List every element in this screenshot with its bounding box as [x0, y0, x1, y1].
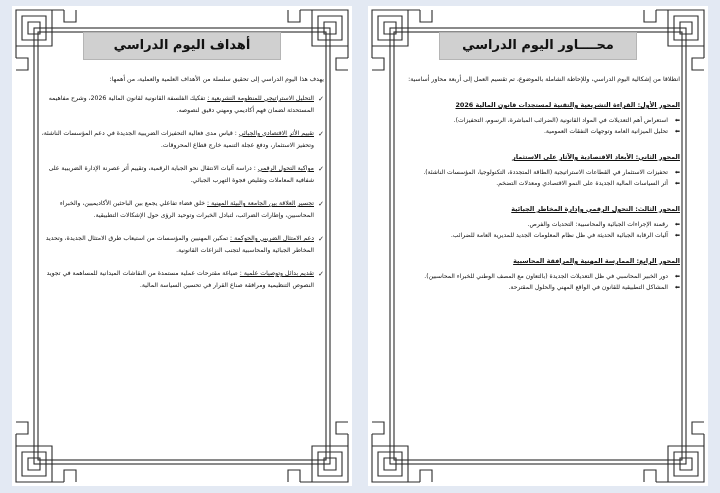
- list-item: ⬅ تحفيزات الاستثمار في القطاعات الاستراتيجية (الطاقة المتجددة، التكنولوجيا، المؤسسات الناشئة).: [423, 169, 680, 176]
- intro-text: يهدف هذا اليوم الدراسي إلى تحقيق سلسلة من الأهداف العلمية والعملية، من أهمها:: [109, 76, 324, 83]
- list-item: [40, 93, 324, 117]
- list-item: ⬅ استعراض أهم التعديلات في المواد القانونية (الضرائب المباشرة، الرسوم، التحفيزات).: [453, 117, 680, 124]
- checkmark-icon: ✓: [318, 235, 324, 243]
- list-item: ⬅ رقمنة الإجراءات الجبائية والمحاسبية: التحديات والفرص.: [527, 221, 680, 228]
- goal-heading: دعم الامتثال الضريبي والحوكمة :: [230, 235, 314, 242]
- goal-body: : دراسة آليات الانتقال نحو الجباية الرقمية، وتقييم أثر عصرنة الإدارة الضريبية على شفافية المعاملات وتقليص فجوة التهرب الجبائي.: [48, 165, 314, 184]
- axis-section: [396, 151, 680, 189]
- list-item: ⬅ آليات الرقابة الجبائية الحديثة في ظل نظام المعلومات الجديد للمديرية العامة للضرائب.: [450, 232, 680, 239]
- arrow-icon: ⬅: [674, 232, 680, 239]
- checkmark-icon: ✓: [318, 95, 324, 103]
- axis-title: المحور الثالث: التحول الرقمي وإدارة المخاطر الجبائية: [511, 205, 680, 213]
- goal-body: تفكيك الفلسفة القانونية لقانون المالية 2026، وشرح مفاهيمه المستحدثة لضمان فهم أكاديمي ومهني دقيق لنصوصه.: [48, 95, 314, 114]
- intro-text: انطلاقا من إشكالية اليوم الدراسي، وللإحاطة الشاملة بالموضوع، تم تقسيم العمل إلى أربعة محاور أساسية:: [408, 76, 680, 83]
- list-item: [40, 268, 324, 292]
- axis-section: [396, 99, 680, 137]
- axis-section: [396, 255, 680, 293]
- arrow-icon: ⬅: [674, 169, 680, 176]
- goal-body: : قياس مدى فعالية التحفيزات الضريبية الجديدة في دعم المؤسسات الناشئة، وتحفيز الاستثمار، ودفع عجلة التنمية خارج قطاع المحروقات.: [41, 130, 314, 149]
- checkmark-icon: ✓: [318, 130, 324, 138]
- goal-body: صياغة مقترحات عملية مستمدة من النقاشات الميدانية للمساهمة في تجويد النصوص التنظيمية ومرافقة صناع القرار في تحسين السياسة المالية.: [46, 270, 314, 289]
- goals-panel: [12, 6, 352, 486]
- goal-body: خلق فضاء تفاعلي يجمع بين الباحثين الأكاديميين، والخبراء المحاسبين، وإطارات الضرائب، لتبادل الخبرات وتوحيد الرؤى حول الإشكالات التطبيقية.: [59, 200, 314, 219]
- arrow-icon: ⬅: [674, 221, 680, 228]
- list-item: ⬅ أثر السياسات المالية الجديدة على النمو الاقتصادي ومعدلات التضخم.: [496, 180, 680, 187]
- axis-title: المحور الأول: القراءة التشريعية والتقنية لمستجدات قانون المالية 2026: [455, 101, 680, 109]
- checkmark-icon: ✓: [318, 165, 324, 173]
- checkmark-icon: ✓: [318, 200, 324, 208]
- list-item: ⬅ دور الخبير المحاسبي في ظل التعديلات الجديدة (بالتعاون مع المصف الوطني للخبراء المحاسبين).: [424, 273, 680, 280]
- page-title: محــــاور اليوم الدراسي: [439, 32, 637, 60]
- goal-heading: تقييم الأثر الاقتصادي والجبائي: [238, 130, 314, 137]
- list-item: [40, 128, 324, 152]
- arrow-icon: ⬅: [674, 273, 680, 280]
- list-item: [40, 233, 324, 257]
- axes-panel: [368, 6, 708, 486]
- arrow-icon: ⬅: [674, 284, 680, 291]
- list-item: [40, 163, 324, 187]
- arrow-icon: ⬅: [674, 128, 680, 135]
- axis-title: المحور الرابع: الممارسة المهنية والمرافقة المحاسبية: [513, 257, 680, 265]
- goals-list: [40, 93, 324, 292]
- goal-heading: تقديم بدائل وتوصيات علمية :: [239, 270, 314, 277]
- axis-title: المحور الثاني: الأبعاد الاقتصادية والآثار على الاستثمار: [512, 153, 680, 161]
- goal-body: تمكين المهنيين والمؤسسات من استيعاب طرق الامتثال الجديدة، وتحديد المخاطر الجبائية والمحاسبية لتجنب النزاعات القانونية.: [45, 235, 314, 254]
- arrow-icon: ⬅: [674, 180, 680, 187]
- list-item: [40, 198, 324, 222]
- goal-heading: مواكبة التحول الرقمي: [257, 165, 314, 172]
- arrow-icon: ⬅: [674, 117, 680, 124]
- checkmark-icon: ✓: [318, 270, 324, 278]
- list-item: ⬅ المشاكل التطبيقية للقانون في الواقع المهني والحلول المقترحة.: [508, 284, 680, 291]
- list-item: ⬅ تحليل الميزانية العامة وتوجهات النفقات العمومية.: [543, 128, 680, 135]
- goal-heading: التحليل الاستراتيجي للمنظومة التشريعية :: [207, 95, 314, 102]
- goal-heading: تجسير العلاقة بين الجامعة والبيئة المهنية :: [207, 200, 314, 207]
- axis-section: [396, 203, 680, 241]
- page-title: أهداف اليوم الدراسي: [83, 32, 281, 60]
